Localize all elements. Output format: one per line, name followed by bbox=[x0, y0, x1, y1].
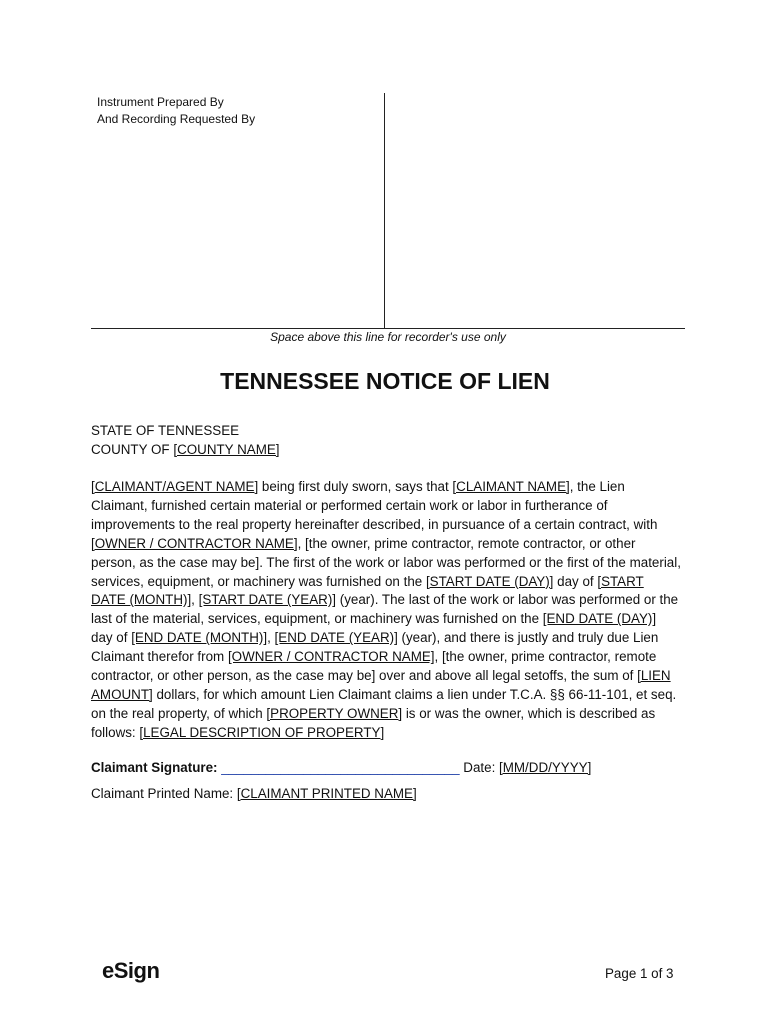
county-line bbox=[91, 441, 280, 460]
body-text: (year). The last of the work or labor was performed or the last of the material, services, equipment, or machinery was furnished on the bbox=[91, 592, 679, 627]
prepared-by-block bbox=[97, 94, 255, 128]
recorder-note: Space above this line for recorder's use only bbox=[270, 330, 506, 344]
body-text: day of bbox=[553, 573, 598, 589]
signature-row bbox=[91, 760, 591, 775]
recorder-box-divider bbox=[384, 93, 385, 329]
body-text: , bbox=[191, 592, 199, 608]
start-day-field[interactable]: [START DATE (DAY)] bbox=[425, 573, 554, 589]
body-text: , [the owner, prime contractor, remote contractor, or other person, as the case may be]. The first of the work or labor was performed or the first of the material, services, equipment, or machinery was furnished on the bbox=[91, 535, 681, 589]
claimant-name-field[interactable]: [CLAIMANT NAME] bbox=[452, 479, 570, 494]
lien-amount-field[interactable]: [LIEN AMOUNT] bbox=[91, 668, 671, 702]
owner-contractor-field-2[interactable]: [OWNER / CONTRACTOR NAME] bbox=[227, 649, 435, 665]
body-text: being first duly sworn, says that bbox=[258, 479, 453, 494]
prepared-by-line1: Instrument Prepared By bbox=[97, 95, 224, 109]
claimant-agent-field[interactable]: [CLAIMANT/AGENT NAME] bbox=[91, 479, 259, 494]
start-month-field[interactable]: [START DATE (MONTH)] bbox=[91, 573, 644, 608]
printed-name-label: Claimant Printed Name: bbox=[91, 786, 234, 801]
body-text: is or was the owner, which is described as follows: bbox=[91, 705, 656, 740]
esign-logo: eSign bbox=[102, 958, 160, 983]
signature-label: Claimant Signature: bbox=[91, 760, 218, 775]
body-text: , [the owner, prime contractor, remote contractor, or other person, as the case may be] over and above all legal setoffs, the sum of bbox=[91, 649, 657, 684]
owner-contractor-field[interactable]: [OWNER / CONTRACTOR NAME] bbox=[91, 535, 298, 551]
end-day-field[interactable]: [END DATE (DAY)] bbox=[542, 611, 657, 627]
property-owner-field[interactable]: [PROPERTY OWNER] bbox=[266, 705, 403, 721]
end-month-field[interactable]: [END DATE (MONTH)] bbox=[131, 630, 268, 646]
body-text: (year), and there is justly and truly due Lien Claimant therefor from bbox=[91, 630, 659, 665]
date-label: Date: bbox=[463, 760, 496, 775]
document-title: TENNESSEE NOTICE OF LIEN bbox=[220, 368, 550, 394]
body-text: , bbox=[267, 630, 275, 646]
end-year-field[interactable]: [END DATE (YEAR)] bbox=[274, 630, 398, 646]
date-field[interactable]: [MM/DD/YYYY] bbox=[499, 760, 592, 775]
state-line: STATE OF TENNESSEE bbox=[91, 423, 240, 438]
lien-body bbox=[91, 478, 681, 743]
county-label: COUNTY OF bbox=[91, 441, 170, 457]
page-number: Page 1 of 3 bbox=[605, 966, 674, 981]
body-text: , the Lien Claimant, furnished certain material or performed certain work or labor in furtherance of improvements to the real property hereinafter described, in pursuance of a certain contract, with bbox=[91, 479, 658, 532]
printed-name-field[interactable]: [CLAIMANT PRINTED NAME] bbox=[236, 786, 417, 801]
body-text: dollars, for which amount Lien Claimant claims a lien under T.C.A. §§ 66-11-101, et seq. on the real property, of which bbox=[91, 686, 677, 721]
printed-name-row bbox=[91, 786, 417, 801]
body-text: day of bbox=[91, 630, 132, 646]
prepared-by-line2: And Recording Requested By bbox=[97, 112, 256, 126]
lien-paragraph bbox=[91, 478, 681, 743]
legal-description-field[interactable]: [LEGAL DESCRIPTION OF PROPERTY] bbox=[139, 724, 385, 740]
county-field[interactable]: [COUNTY NAME] bbox=[173, 441, 280, 457]
venue-block bbox=[91, 422, 280, 459]
start-year-field[interactable]: [START DATE (YEAR)] bbox=[198, 592, 337, 608]
signature-line[interactable]: ________________________________ bbox=[221, 760, 460, 775]
recorder-line bbox=[91, 328, 685, 329]
